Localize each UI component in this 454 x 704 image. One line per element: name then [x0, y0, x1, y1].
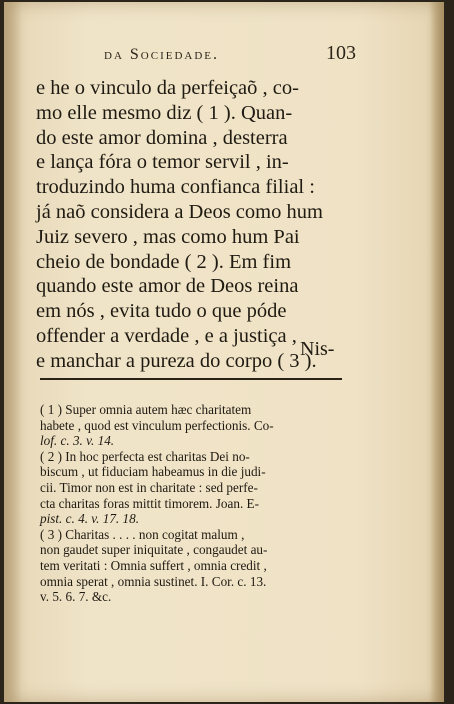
- body-line: cheio de bondade ( 2 ). Em fim: [36, 250, 292, 273]
- footnote-line: ( 3 ) Charitas . . . . non cogitat malum ,: [40, 526, 245, 542]
- footnote-line: omnia sperat , omnia sustinet. I. Cor. c. 13.: [40, 573, 267, 589]
- body-line: já naõ considera a Deos como hum: [36, 200, 323, 223]
- body-line: e manchar a pureza do corpo ( 3 ).: [36, 349, 317, 372]
- body-line: troduzindo huma confianca filial :: [36, 176, 315, 199]
- body-line: Juiz severo , mas como hum Pai: [36, 225, 300, 248]
- body-line: do este amor domina , desterra: [36, 126, 288, 149]
- footnote-line: biscum , ut fiduciam habeamus in die judi-: [40, 464, 266, 480]
- page-edge-shadow: [430, 2, 444, 702]
- footnote-line: cii. Timor non est in charitate : sed perfe-: [40, 479, 258, 495]
- body-line: mo elle mesmo diz ( 1 ). Quan-: [36, 101, 293, 124]
- footnote-line: lof. c. 3. v. 14.: [40, 433, 115, 449]
- page-header: [104, 42, 404, 70]
- page-gutter-shadow: [4, 2, 22, 702]
- running-head: da Sociedade.: [104, 46, 219, 63]
- body-line: em nós , evita tudo o que póde: [36, 300, 287, 323]
- body-line: offender a verdade , e a justiça ,: [36, 324, 297, 347]
- footnotes: [40, 402, 344, 605]
- footnote-line: tem veritati : Omnia suffert , omnia credit ,: [40, 557, 267, 573]
- book-page: [4, 2, 444, 702]
- body-line: e lança fóra o temor servil , in-: [36, 151, 289, 174]
- footnote-line: habete , quod est vinculum perfectionis. Co-: [40, 417, 274, 433]
- catchword: Nis-: [300, 338, 335, 360]
- footnote-line: cta charitas foras mittit timorem. Joan. E-: [40, 495, 259, 511]
- body-line: e he o vinculo da perfeiçaõ , co-: [36, 77, 299, 99]
- footnote-line: ( 2 ) In hoc perfecta est charitas Dei no-: [40, 448, 250, 464]
- footnote-line: pist. c. 4. v. 17. 18.: [40, 511, 140, 527]
- page-number: 103: [326, 42, 356, 64]
- body-line: quando este amor de Deos reina: [36, 275, 299, 298]
- body-text: [36, 76, 340, 374]
- footnote-line: v. 5. 6. 7. &c.: [40, 589, 112, 605]
- footnote-line: ( 1 ) Super omnia autem hæc charitatem: [40, 402, 252, 417]
- footnote-line: non gaudet super iniquitate , congaudet au-: [40, 542, 268, 558]
- footnote-rule: [40, 378, 342, 380]
